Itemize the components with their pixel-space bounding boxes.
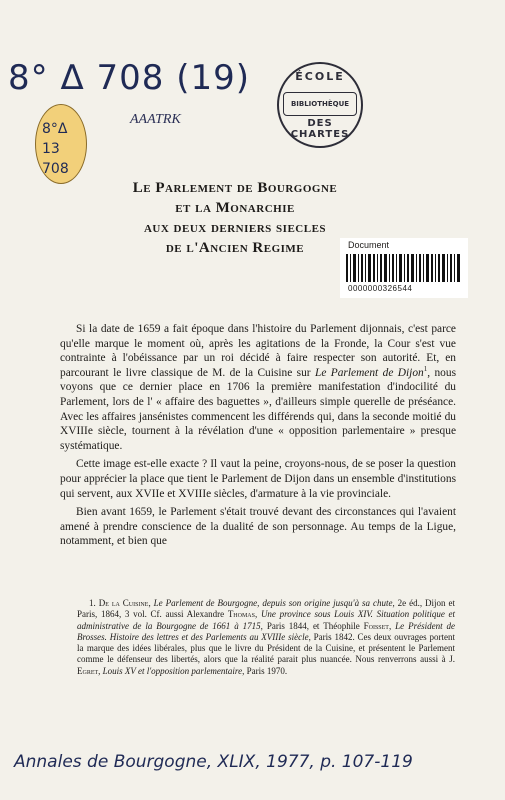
stamp-middle-text: BIBLIOTHÈQUE — [283, 92, 357, 116]
footnote-ref: 1 — [423, 364, 428, 373]
stamp-top-text: ÉCOLE — [295, 70, 345, 83]
paragraph: Si la date de 1659 a fait époque dans l'histoire du Parlement dijonnais, c'est parce qu'elle marque le moment où, après les agitations de la Fronde, la Cour s'est vue contrainte à l'obéissance par un roi décidé à faire respecter son autorité. Et, en parcourant le livre classique de M. de la Cuisine sur Le Parlement de Dijon$^1$, nous voyons que ce dernier place en 1706 la première manifestation d'indocilité du Parlement, lors de l' « affaire des baguettes », d'ailleurs simple querelle de préséance. Avec les affaires jansénistes commencent les différends qui, dans la seconde moitié du XVIIIe siècle, tournent à la révélation d'une « opposition parlementaire » presque systématique. — [60, 323, 457, 452]
body-text — [60, 322, 456, 549]
footnote-author: Foisset — [363, 620, 389, 631]
footnote-author: Egret — [77, 665, 99, 676]
handwritten-shelfmark: 8° Δ 708 (19) — [8, 58, 251, 98]
sticker-line-1: 8°Δ 13 — [42, 121, 68, 157]
barcode-label — [340, 238, 468, 298]
paragraph: Bien avant 1659, le Parlement s'était trouvé devant des circonstances qui l'avaient amené à prendre conscience de la dualité de son personnage. Au temps de la Ligue, notamment, et bien que — [60, 506, 456, 548]
footnote-author: Thomas — [227, 609, 255, 620]
barcode-doc-label: Document — [348, 240, 390, 250]
title-line-4: de l'Ancien Regime — [165, 240, 305, 256]
library-stamp — [277, 62, 363, 148]
footnote-author: De la Cuisine — [98, 598, 149, 608]
title-line-3: aux deux derniers siecles — [143, 220, 327, 236]
barcode-icon — [346, 254, 462, 282]
title-line-2: et la Monarchie — [175, 200, 295, 216]
stamp-bottom-text: DES CHARTES — [290, 118, 350, 140]
shelf-sticker — [35, 104, 87, 184]
handwritten-citation: Annales de Bourgogne, XLIX, 1977, p. 107-119 — [14, 752, 413, 772]
footnote-number: 1. — [89, 598, 96, 608]
footnote: 1. De la Cuisine, Le Parlement de Bourgogne, depuis son origine jusqu'à sa chute, 2e éd., Dijon et Paris, 1864, 3 vol. Cf. aussi Alexandre Thomas, Une province sous Louis XIV. Situation politique et administrative de la Bourgogne de 1661 à 1715, Paris 1844, et Théophile Foisset, Le Président de Brosses. Histoire des lettres et des Parlements au XVIIIe siècle, Paris 1842. Ces deux ouvrages portent la marque des idées libérales, plus que le livre du Président de la Cuisine, et présentent le Parlement comme le défenseur des libertés, alors que la réalité parait plus nuancée. Nous renverrons aussi à J. Egret, Louis XV et l'opposition parlementaire, Paris 1970. — [77, 598, 455, 676]
barcode-number: 0000000326544 — [348, 284, 413, 293]
title-line-1: Le Parlement de Bourgogne — [132, 180, 338, 196]
handwritten-scribble: AAATRK — [130, 112, 181, 127]
paragraph: Cette image est-elle exacte ? Il vaut la peine, croyons-nous, de se poser la question pour apprécier la place que tient le Parlement de Dijon dans un ensemble d'institutions qui servent, aux XVIIe et XVIIIe siècles, d'armature à la vie provinciale. — [60, 458, 456, 500]
sticker-line-2: 708 — [42, 161, 69, 177]
